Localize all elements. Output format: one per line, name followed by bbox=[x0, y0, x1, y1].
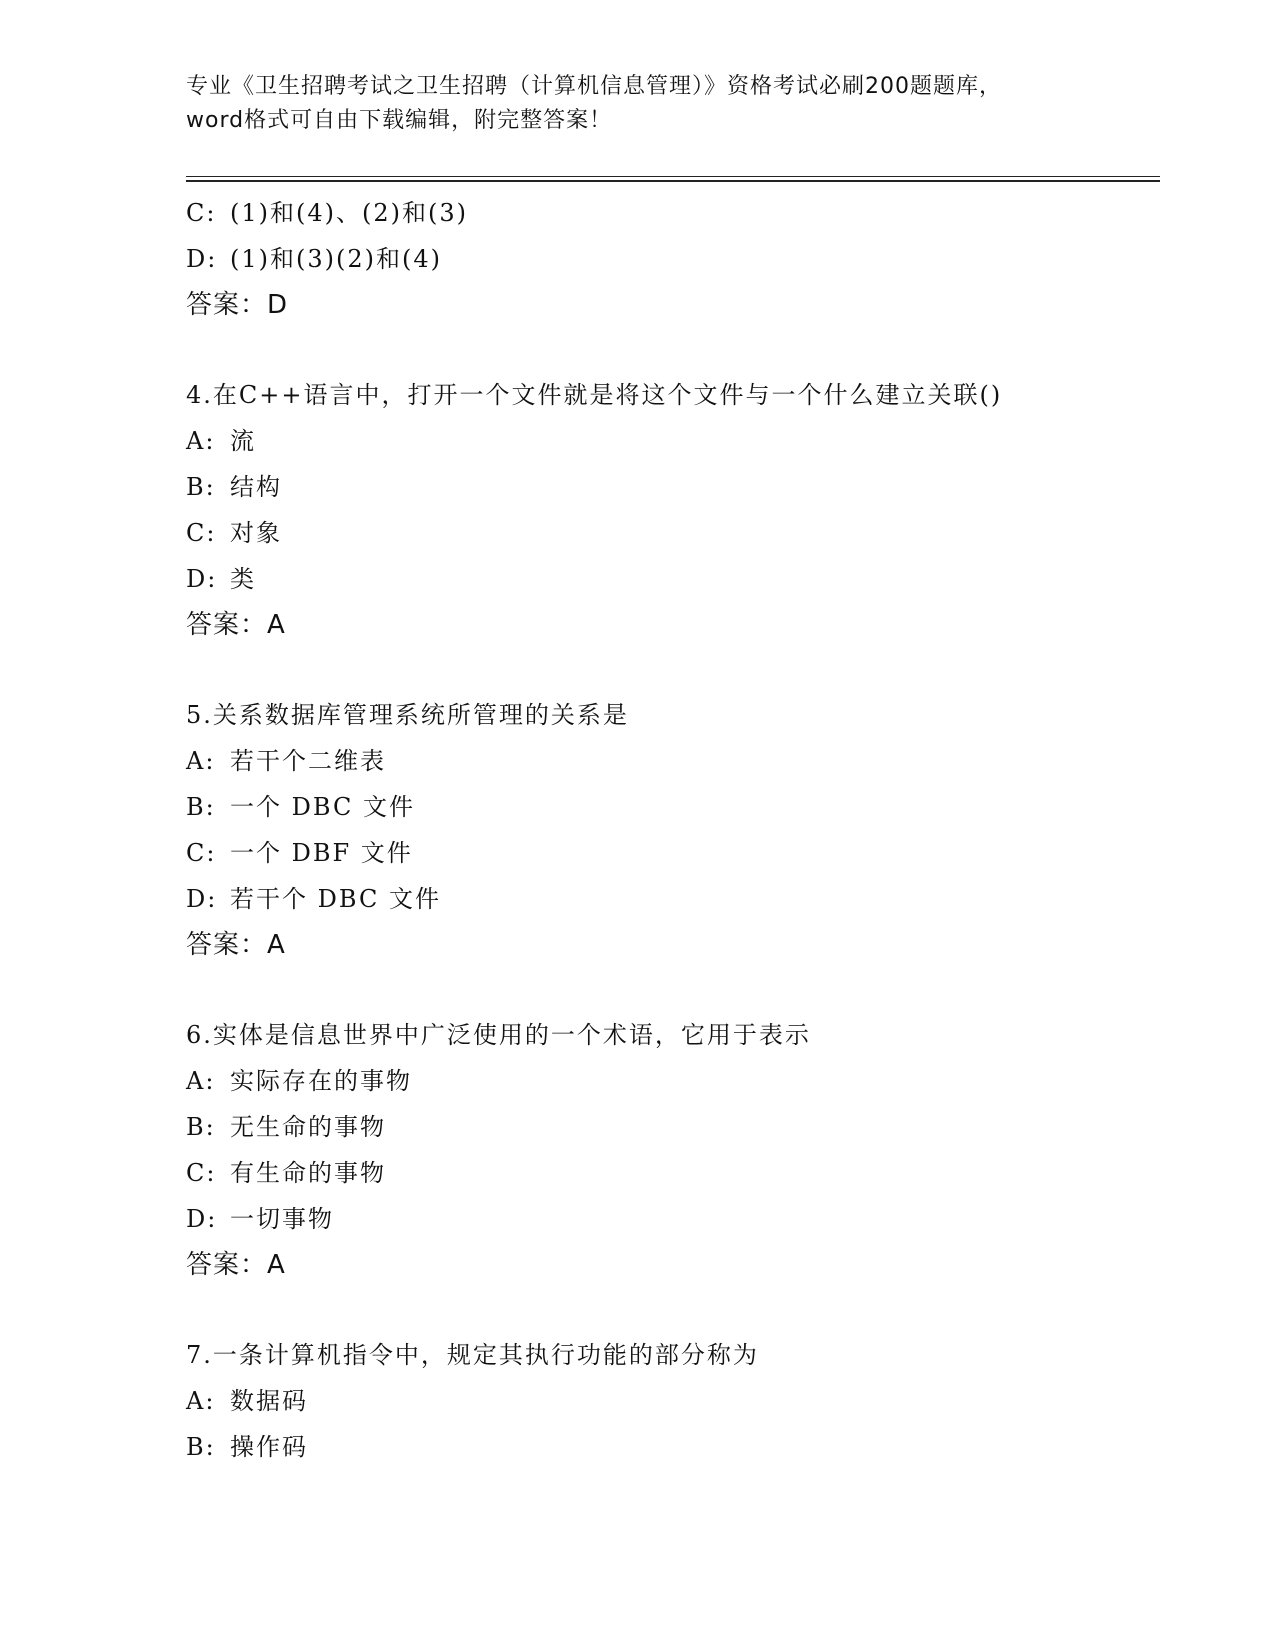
option-label: C: bbox=[186, 839, 217, 867]
option-text: 一个 DBC 文件 bbox=[230, 793, 415, 821]
option-text: 类 bbox=[230, 565, 256, 593]
option-label: A: bbox=[186, 747, 216, 775]
q5-stem: 5.关系数据库管理系统所管理的关系是 bbox=[186, 701, 629, 729]
option-label: D: bbox=[186, 1205, 218, 1233]
q6-option-d bbox=[186, 1196, 1166, 1242]
option-label: B: bbox=[186, 1433, 216, 1461]
option-label: D: bbox=[186, 245, 218, 273]
question-content bbox=[186, 190, 1166, 1470]
option-label: C: bbox=[186, 519, 217, 547]
option-text: 若干个二维表 bbox=[230, 747, 386, 775]
option-label: D: bbox=[186, 885, 218, 913]
option-text: 操作码 bbox=[230, 1433, 308, 1461]
q6-answer: 答案：A bbox=[186, 1250, 286, 1280]
q3-option-c bbox=[186, 190, 1166, 236]
option-label: B: bbox=[186, 473, 216, 501]
q4-option-b bbox=[186, 464, 1166, 510]
option-label: B: bbox=[186, 1113, 216, 1141]
option-text: 一个 DBF 文件 bbox=[230, 839, 413, 867]
q7-option-b bbox=[186, 1424, 1166, 1470]
spacer bbox=[186, 968, 1166, 1012]
option-text: 有生命的事物 bbox=[230, 1159, 386, 1187]
q4-answer: 答案：A bbox=[186, 610, 286, 640]
option-text: 若干个 DBC 文件 bbox=[230, 885, 441, 913]
header-line-1: 专业《卫生招聘考试之卫生招聘（计算机信息管理）》资格考试必刷200题题库， bbox=[186, 74, 1002, 99]
option-text: 流 bbox=[230, 427, 256, 455]
option-label: A: bbox=[186, 1067, 216, 1095]
option-label: C: bbox=[186, 199, 217, 227]
option-label: A: bbox=[186, 1387, 216, 1415]
q5-option-b bbox=[186, 784, 1166, 830]
q5-option-a bbox=[186, 738, 1166, 784]
q4-option-a bbox=[186, 418, 1166, 464]
header-rule-thin bbox=[186, 176, 1160, 177]
option-text: (1)和(4)、(2)和(3) bbox=[230, 199, 468, 227]
option-text: 对象 bbox=[230, 519, 282, 547]
q5-answer: 答案：A bbox=[186, 930, 286, 960]
header-line-2: word格式可自由下载编辑，附完整答案！ bbox=[186, 108, 613, 133]
q5-option-d bbox=[186, 876, 1166, 922]
spacer bbox=[186, 648, 1166, 692]
option-text: 结构 bbox=[230, 473, 282, 501]
option-text: 实际存在的事物 bbox=[230, 1067, 412, 1095]
q7-option-a bbox=[186, 1378, 1166, 1424]
q3-option-d bbox=[186, 236, 1166, 282]
q6-option-b bbox=[186, 1104, 1166, 1150]
q4-stem: 4.在C++语言中，打开一个文件就是将这个文件与一个什么建立关联() bbox=[186, 381, 1003, 409]
option-label: C: bbox=[186, 1159, 217, 1187]
option-text: 一切事物 bbox=[230, 1205, 334, 1233]
spacer bbox=[186, 1288, 1166, 1332]
q6-option-c bbox=[186, 1150, 1166, 1196]
q6-stem: 6.实体是信息世界中广泛使用的一个术语，它用于表示 bbox=[186, 1021, 811, 1049]
option-text: (1)和(3)(2)和(4) bbox=[230, 245, 442, 273]
option-text: 数据码 bbox=[230, 1387, 308, 1415]
q7-stem: 7.一条计算机指令中，规定其执行功能的部分称为 bbox=[186, 1341, 759, 1369]
q3-answer: 答案：D bbox=[186, 290, 289, 320]
spacer bbox=[186, 328, 1166, 372]
option-label: B: bbox=[186, 793, 216, 821]
option-label: A: bbox=[186, 427, 216, 455]
option-label: D: bbox=[186, 565, 218, 593]
header-rule-thick bbox=[186, 180, 1160, 182]
q4-option-d bbox=[186, 556, 1166, 602]
q6-option-a bbox=[186, 1058, 1166, 1104]
q4-option-c bbox=[186, 510, 1166, 556]
option-text: 无生命的事物 bbox=[230, 1113, 386, 1141]
document-header bbox=[186, 70, 1166, 138]
q5-option-c bbox=[186, 830, 1166, 876]
